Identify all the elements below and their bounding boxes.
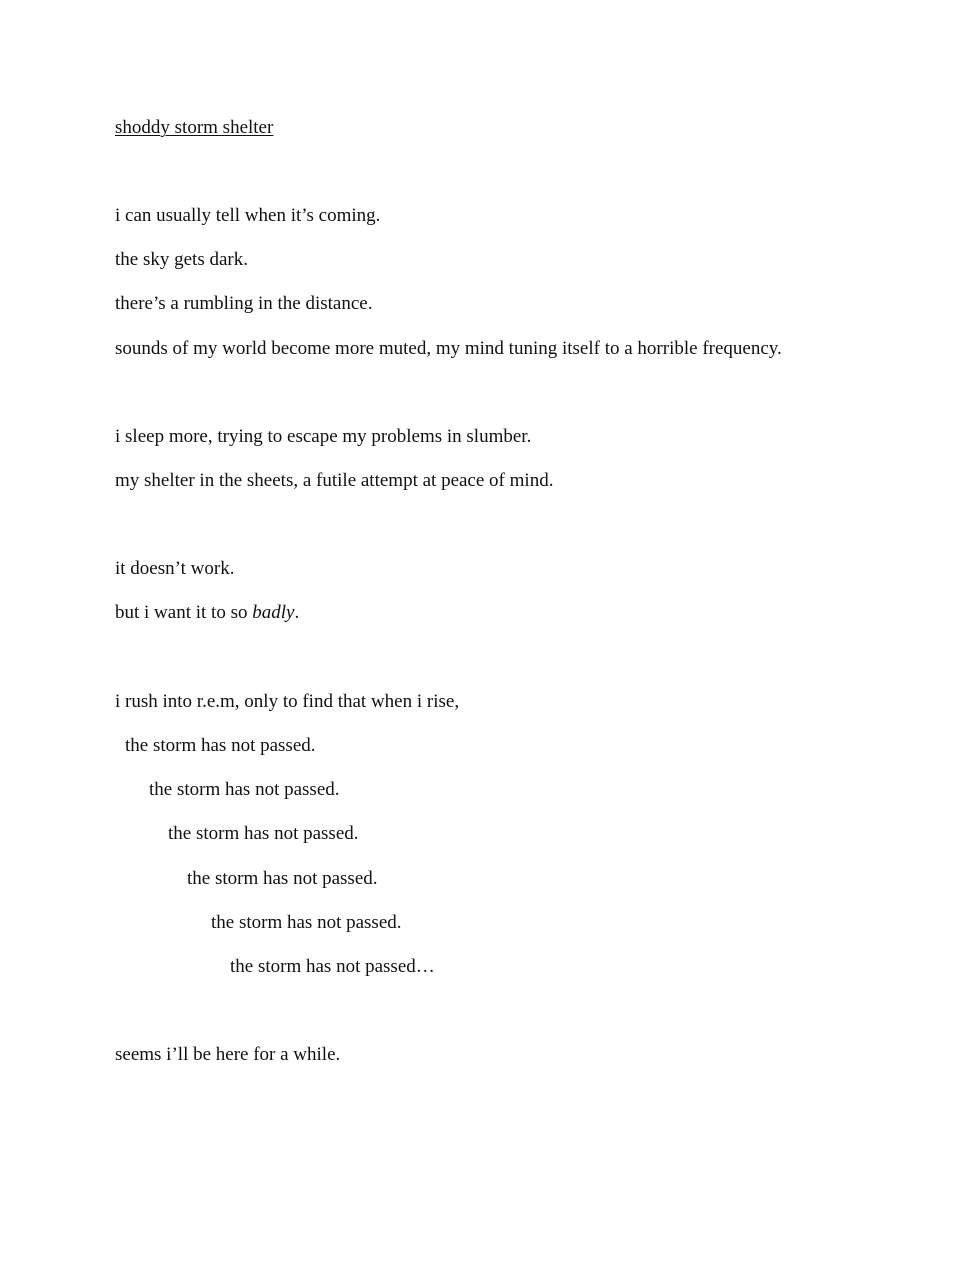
line-suffix: .	[294, 602, 300, 623]
poem-line-emphasis	[115, 601, 299, 625]
poem-line: it doesn’t work.	[115, 558, 235, 579]
poem-line: sounds of my world become more muted, my mind tuning itself to a horrible frequency.	[115, 338, 782, 359]
poem-repeat-line: the storm has not passed.	[187, 868, 378, 889]
poem-line: i sleep more, trying to escape my problems in slumber.	[115, 426, 532, 447]
poem-repeat-line: the storm has not passed.	[149, 779, 340, 800]
poem-repeat-line: the storm has not passed.	[211, 912, 402, 933]
poem-line: i can usually tell when it’s coming.	[115, 205, 381, 226]
poem-line: i rush into r.e.m, only to find that when i rise,	[115, 691, 460, 712]
emphasized-word: badly	[252, 602, 295, 623]
poem-repeat-line: the storm has not passed…	[230, 956, 435, 977]
poem-line: there’s a rumbling in the distance.	[115, 293, 373, 314]
poem-title: shoddy storm shelter	[115, 117, 274, 138]
poem-repeat-line: the storm has not passed.	[125, 735, 316, 756]
poem-line: the sky gets dark.	[115, 249, 248, 270]
line-prefix: but i want it to so	[115, 602, 253, 623]
poem-closing-line: seems i’ll be here for a while.	[115, 1044, 341, 1065]
poem-line: my shelter in the sheets, a futile attempt at peace of mind.	[115, 470, 554, 491]
poem-repeat-line: the storm has not passed.	[168, 823, 359, 844]
